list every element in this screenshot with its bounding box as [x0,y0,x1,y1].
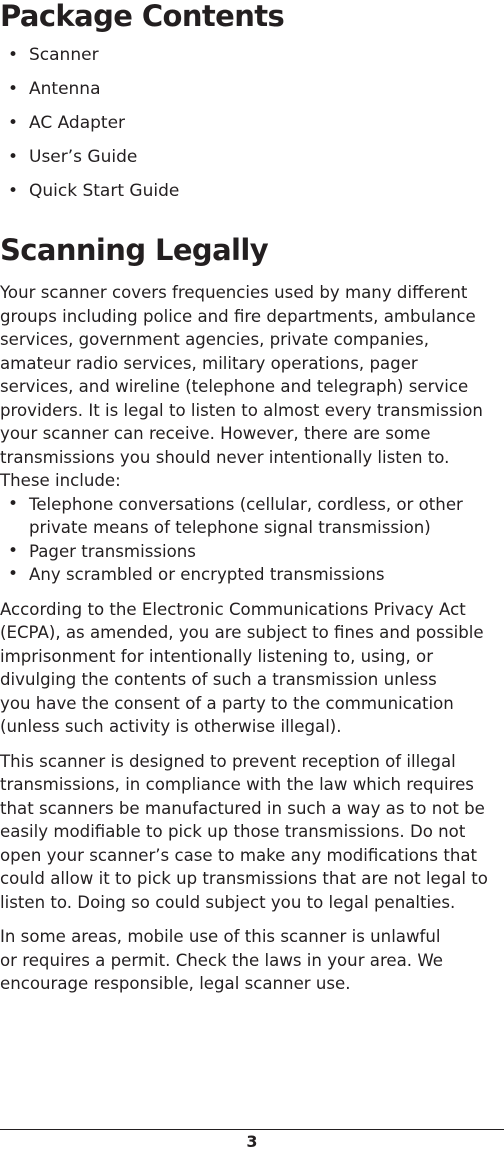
body-paragraph [0,750,504,915]
list-item-line: private means of telephone signal transmission) [29,518,431,537]
body-paragraph [0,925,504,996]
intro-line: providers. It is legal to listen to almost every transmission [0,400,483,420]
paragraph-line: According to the Electronic Communications Privacy Act [0,599,466,619]
package-item [0,174,504,208]
package-item-label: User’s Guide [29,147,138,167]
paragraph-line: imprisonment for intentionally listening to, using, or [0,646,434,666]
intro-line: Your scanner covers frequencies used by many different [0,283,468,302]
paragraph-line: easily modifiable to pick up those transmissions. Do not [0,822,466,841]
bullet-icon: • [8,493,19,514]
page-number: 3 [246,1132,258,1151]
scanning-legally-heading: Scanning Legally [0,233,269,267]
bullet-icon: • [8,564,19,584]
intro-line: transmissions you should never intentionally listen to. [0,447,450,467]
paragraph-line: transmissions, in compliance with the law which requires [0,775,474,794]
bullet-icon: • [8,540,19,561]
list-item-line: Pager transmissions [29,541,196,561]
bullet-icon: • [8,113,19,133]
package-item [0,106,504,140]
scanning-legally-body [0,281,504,996]
intro-line: your scanner can receive. However, there are some [0,424,431,443]
paragraph-line: divulging the contents of such a transmission unless [0,670,437,689]
package-item-label: Scanner [29,45,99,65]
legal-paragraphs [0,598,504,996]
package-item [0,140,504,174]
intro-line: groups including police and fire departments, ambulance [0,306,476,326]
body-paragraph [0,598,504,739]
intro-line: services, government agencies, private companies, [0,330,429,349]
paragraph-line: encourage responsible, legal scanner use. [0,974,351,993]
package-item-label: AC Adapter [29,113,126,133]
paragraph-line: or requires a permit. Check the laws in your area. We [0,950,443,970]
paragraph-line: (unless such activity is otherwise illegal). [0,717,342,736]
bullet-icon: • [8,181,19,201]
list-item [0,493,504,540]
package-item [0,38,504,72]
bullet-icon: • [8,147,19,167]
package-contents-list [0,38,504,208]
prohibited-transmissions-list [0,493,504,587]
bullet-icon: • [8,79,19,99]
intro-paragraph [0,281,504,493]
intro-line: services, and wireline (telephone and telegraph) service [0,377,469,396]
paragraph-line: open your scanner’s case to make any modifications that [0,845,478,865]
intro-line: These include: [0,471,121,490]
package-item [0,72,504,106]
footer-rule [0,1129,504,1130]
paragraph-line: that scanners be manufactured in such a way as to not be [0,798,485,818]
paragraph-line: could allow it to pick up transmissions that are not legal to [0,869,488,888]
package-item-label: Quick Start Guide [29,181,180,201]
paragraph-line: listen to. Doing so could subject you to legal penalties. [0,892,456,912]
bullet-icon: • [8,45,19,65]
intro-line: amateur radio services, military operations, pager [0,353,418,373]
list-item [0,563,504,587]
paragraph-line: (ECPA), as amended, you are subject to fines and possible [0,623,484,642]
list-item [0,540,504,564]
package-item-label: Antenna [29,79,101,99]
list-item-line: Any scrambled or encrypted transmissions [29,565,385,584]
package-contents-heading: Package Contents [0,0,285,33]
paragraph-line: This scanner is designed to prevent reception of illegal [0,751,456,771]
paragraph-line: you have the consent of a party to the communication [0,693,454,713]
list-item-line: Telephone conversations (cellular, cordless, or other [29,494,463,514]
paragraph-line: In some areas, mobile use of this scanner is unlawful [0,927,441,946]
